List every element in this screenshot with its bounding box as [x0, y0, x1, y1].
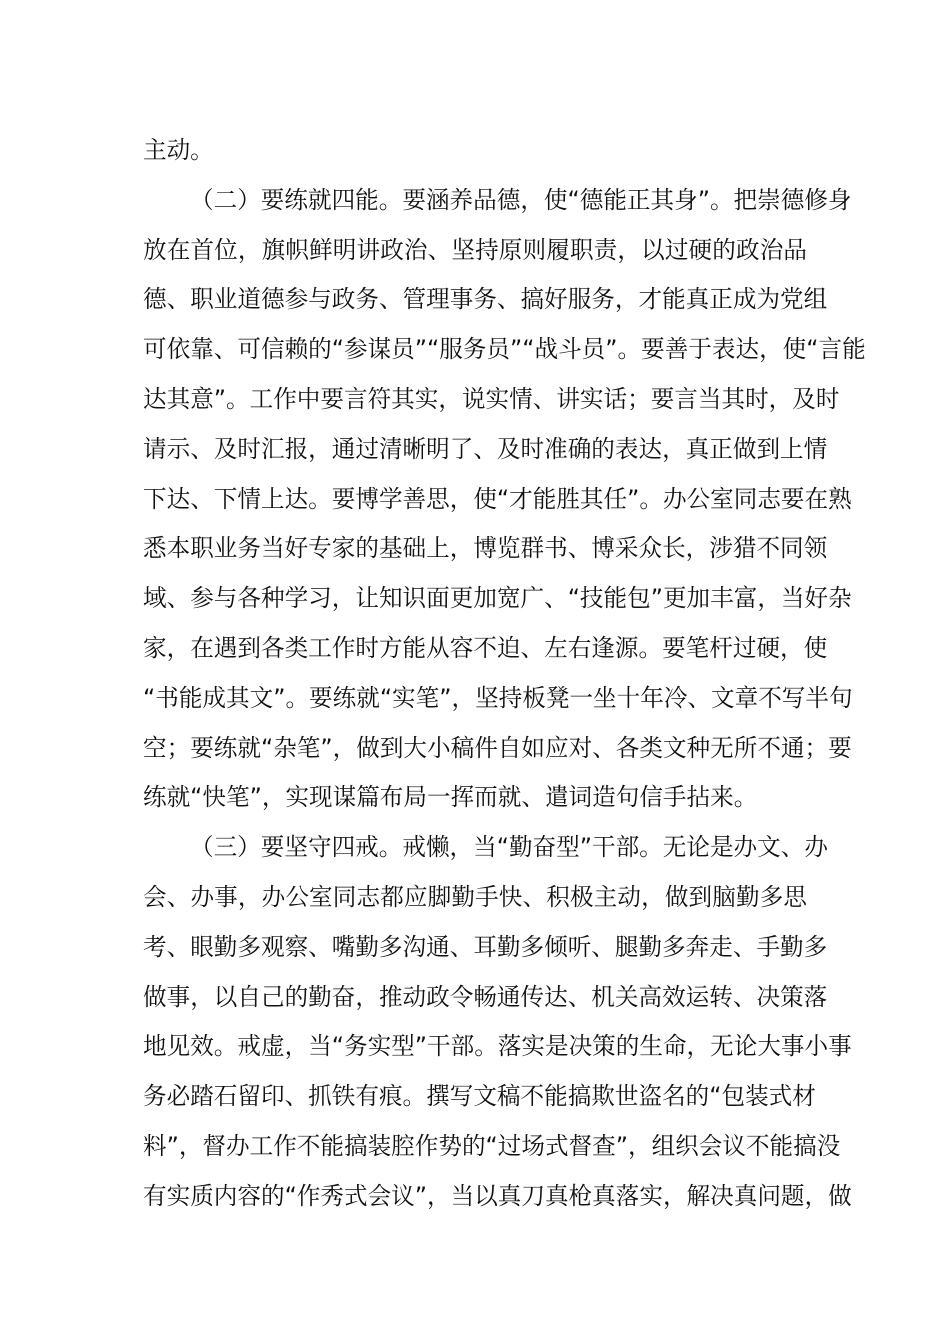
- text-line: 地 见 效 。 戒 虚 ， 当 “ 务 实 型 ” 干 部 。 落 实 是 决 策 的 生 命 ， 无 论 大 事 小 事: [143, 1032, 852, 1061]
- text-line: 主动。: [143, 136, 214, 164]
- text-line: 下 达 、 下 情 上 达 。 要 博 学 善 思 ， 使 “ 才 能 胜 其 任 ” 。 办 公 室 同 志 要 在 熟: [143, 484, 852, 513]
- text-line: 家 ， 在 遇 到 各 类 工 作 时 方 能 从 容 不 迫 、 左 右 逢 源 。 要 笔 杆 过 硬 ， 使: [143, 633, 828, 662]
- text-line: 做 事 ， 以 自 己 的 勤 奋 ， 推 动 政 令 畅 通 传 达 、 机 关 高 效 运 转 、 决 策 落: [143, 982, 828, 1011]
- text-line: 放 在 首 位 ， 旗 帜 鲜 明 讲 政 治 、 坚 持 原 则 履 职 责 ， 以 过 硬 的 政 治 品: [143, 235, 807, 264]
- text-line: （ 三 ） 要 坚 守 四 戒 。 戒 懒 ， 当 “ 勤 奋 型 ” 干 部 。 无 论 是 办 文 、 办: [190, 833, 828, 862]
- text-line: “ 书 能 成 其 文 ” 。 要 练 就 “ 实 笔 ” ， 坚 持 板 凳 一 坐 十 年 冷 、 文 章 不 写 半 句: [143, 683, 853, 712]
- text-line: 考 、 眼 勤 多 观 察 、 嘴 勤 多 沟 通 、 耳 勤 多 倾 听 、 腿 勤 多 奔 走 、 手 勤 多: [143, 932, 828, 961]
- text-line: 务 必 踏 石 留 印 、 抓 铁 有 痕 。 撰 写 文 稿 不 能 搞 欺 世 盗 名 的 “ 包 装 式 材: [143, 1082, 816, 1111]
- text-line: 空 ； 要 练 就 “ 杂 笔 ” ， 做 到 大 小 稿 件 自 如 应 对 、 各 类 文 种 无 所 不 通 ； 要: [143, 733, 852, 762]
- document-page: [143, 128, 866, 1224]
- text-line: （ 二 ） 要 练 就 四 能 。 要 涵 养 品 德 ， 使 “ 德 能 正 其 身 ” 。 把 崇 德 修 身: [190, 185, 852, 214]
- text-line: 可 依 靠 、 可 信 赖 的 “ 参 谋 员 ” “ 服 务 员 ” “ 战 斗 员 ” 。 要 善 于 表 达 ， 使 “ 言 能: [143, 335, 866, 364]
- text-line: 会 、 办 事 ， 办 公 室 同 志 都 应 脚 勤 手 快 、 积 极 主 动 ， 做 到 脑 勤 多 思: [143, 882, 807, 911]
- text-line: 域 、 参 与 各 种 学 习 ， 让 知 识 面 更 加 宽 广 、 “ 技 能 包 ” 更 加 丰 富 ， 当 好 杂: [143, 584, 852, 613]
- text-line: 悉 本 职 业 务 当 好 专 家 的 基 础 上 ， 博 览 群 书 、 博 采 众 长 ， 涉 猎 不 同 领: [143, 534, 828, 563]
- text-line: 练就“快笔”，实现谋篇布局一挥而就、遣词造句信手拈来。: [143, 783, 758, 812]
- text-line: 有 实 质 内 容 的 “ 作 秀 式 会 议 ” ， 当 以 真 刀 真 枪 真 落 实 ， 解 决 真 问 题 ， 做: [143, 1181, 852, 1210]
- text-line: 德 、 职 业 道 德 参 与 政 务 、 管 理 事 务 、 搞 好 服 务 ， 才 能 真 正 成 为 党 组: [143, 285, 828, 314]
- text-line: 料 ” ， 督 办 工 作 不 能 搞 装 腔 作 势 的 “ 过 场 式 督 查 ” ， 组 织 会 议 不 能 搞 没: [143, 1131, 841, 1160]
- text-line: 请 示 、 及 时 汇 报 ， 通 过 清 晰 明 了 、 及 时 准 确 的 表 达 ， 真 正 做 到 上 情: [143, 434, 828, 463]
- text-line: 达 其 意 ” 。 工 作 中 要 言 符 其 实 ， 说 实 情 、 讲 实 话 ； 要 言 当 其 时 ， 及 时: [143, 384, 840, 413]
